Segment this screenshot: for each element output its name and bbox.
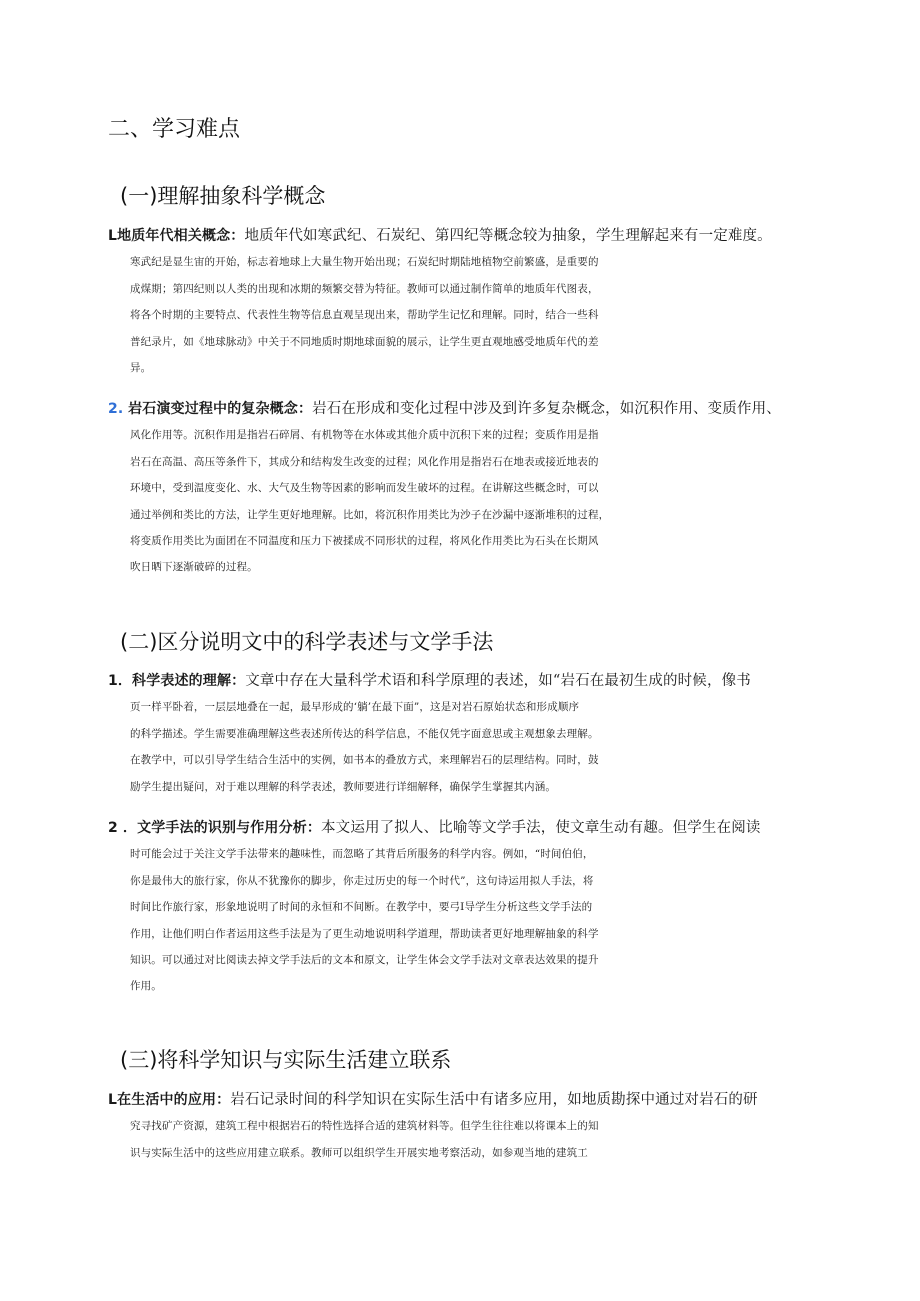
item-number: L bbox=[108, 1092, 118, 1108]
item-text: 将变质作用类比为面团在不同温度和压力下被揉成不同形状的过程，将风化作用类比为石头在长期风 bbox=[130, 535, 599, 548]
item-text: 究寻找矿产资源，建筑工程中根据岩石的特性选择合适的建筑材料等。但学生往往难以将课本上的知 bbox=[130, 1120, 599, 1133]
item-lead: 地质年代相关概念： bbox=[117, 228, 245, 244]
list-item bbox=[108, 815, 820, 1000]
item-number: 2 ． bbox=[108, 820, 138, 836]
item-text: 将各个时期的主要特点、代表性生物等信息直观呈现出来，帮助学生记忆和理解。同时，结合一些科 bbox=[130, 309, 599, 322]
item-text: 页一样平卧着，一层层地叠在一起，最早形成的‘躺’在最下面”，这是对岩石原始状态和形成顺序 bbox=[130, 701, 580, 714]
page-title: 二、学习难点 bbox=[108, 117, 241, 142]
item-first-line bbox=[108, 815, 820, 841]
item-lead: 在生活中的应用： bbox=[117, 1092, 231, 1108]
section-heading-3: (三)将科学知识与实际生活建立联系 bbox=[120, 1048, 452, 1072]
list-item bbox=[108, 668, 820, 800]
item-text: 寒武纪是显生宙的开始，标志着地球上大量生物开始出现；石炭纪时期陆地植物空前繁盛，是重要的 bbox=[130, 256, 599, 269]
list-item bbox=[108, 223, 820, 381]
item-text: 时间比作旅行家，形象地说明了时间的永恒和不间断。在教学中，要弓I导学生分析这些文学手法的 bbox=[130, 901, 593, 914]
item-text: 环境中，受到温度变化、水、大气及生物等因素的影响而发生破坏的过程。在讲解这些概念时，可以 bbox=[130, 482, 599, 495]
item-number: 1． bbox=[108, 673, 133, 689]
item-text: 本文运用了拟人、比喻等文学手法，使文章生动有趣。但学生在阅读 bbox=[321, 820, 761, 836]
item-text: 励学生提出疑问，对于难以理解的科学表述，教师要进行详细解释，确保学生掌握其内涵。 bbox=[130, 780, 556, 793]
item-first-line bbox=[108, 668, 820, 694]
item-text: 地质年代如寒武纪、石炭纪、第四纪等概念较为抽象，学生理解起来有一定难度。 bbox=[244, 228, 772, 244]
item-text: 岩石在形成和变化过程中涉及到许多复杂概念，如沉积作用、变质作用、 bbox=[312, 401, 781, 417]
item-text: 识与实际生活中的这些应用建立联系。教师可以组织学生开展实地考察活动，如参观当地的建筑工 bbox=[130, 1146, 588, 1159]
item-text: 成煤期；第四纪则以人类的出现和冰期的频繁交替为特征。教师可以通过制作简单的地质年代图表， bbox=[130, 282, 599, 295]
item-text: 时可能会过于关注文学手法带来的趣味性，而忽略了其背后所服务的科学内容。例如，“时间伯伯， bbox=[130, 848, 594, 861]
item-text: 的科学描述。学生需要准确理解这些表述所传达的科学信息，不能仅凭字面意思或主观想象去理解。 bbox=[130, 727, 599, 740]
item-text: 作用，让他们明白作者运用这些手法是为了更生动地说明科学道理，帮助读者更好地理解抽象的科学 bbox=[130, 927, 599, 940]
item-number: 2. bbox=[108, 401, 124, 417]
item-text: 通过举例和类比的方法，让学生更好地理解。比如，将沉积作用类比为沙子在沙漏中逐渐堆积的过程， bbox=[130, 508, 610, 521]
list-item bbox=[108, 396, 820, 581]
item-text: 风化作用等。沉积作用是指岩石碎屑、有机物等在水体或其他介质中沉积下来的过程；变质作用是指 bbox=[130, 429, 599, 442]
item-number: L bbox=[108, 228, 118, 244]
list-item bbox=[108, 1087, 820, 1166]
item-text: 在教学中，可以引导学生结合生活中的实例，如书本的叠放方式，来理解岩石的层理结构。同时，鼓 bbox=[130, 754, 599, 767]
item-text: 异。 bbox=[130, 362, 152, 375]
item-lead: 岩石演变过程中的复杂概念： bbox=[128, 401, 313, 417]
item-text: 吹日晒下逐渐破碎的过程。 bbox=[130, 561, 258, 574]
section-heading-2: (二)区分说明文中的科学表述与文学手法 bbox=[120, 630, 494, 654]
item-first-line bbox=[108, 1087, 820, 1113]
item-first-line bbox=[108, 396, 820, 422]
item-lead: 科学表述的理解： bbox=[132, 673, 246, 689]
item-lead: 文学手法的识别与作用分析： bbox=[137, 820, 322, 836]
item-first-line bbox=[108, 223, 820, 249]
item-text: 你是最伟大的旅行家，你从不犹豫你的脚步，你走过历史的每一个时代”，这句诗运用拟人手法，将 bbox=[130, 874, 594, 887]
section-heading-1: (一)理解抽象科学概念 bbox=[120, 184, 326, 208]
item-text: 知识。可以通过对比阅读去掉文学手法后的文本和原文，让学生体会文学手法对文章表达效果的提升 bbox=[130, 954, 599, 967]
item-text: 岩石在高温、高压等条件下，其成分和结构发生改变的过程；风化作用是指岩石在地表或接近地表的 bbox=[130, 455, 599, 468]
item-text: 普纪录片，如《地球脉动》中关于不同地质时期地球面貌的展示，让学生更直观地感受地质年代的差 bbox=[130, 335, 599, 348]
item-text: 岩石记录时间的科学知识在实际生活中有诸多应用，如地质勘探中通过对岩石的研 bbox=[230, 1092, 758, 1108]
item-text: 作用。 bbox=[130, 980, 162, 993]
item-text: 文章中存在大量科学术语和科学原理的表述，如“岩石在最初生成的时候，像书 bbox=[245, 673, 751, 689]
